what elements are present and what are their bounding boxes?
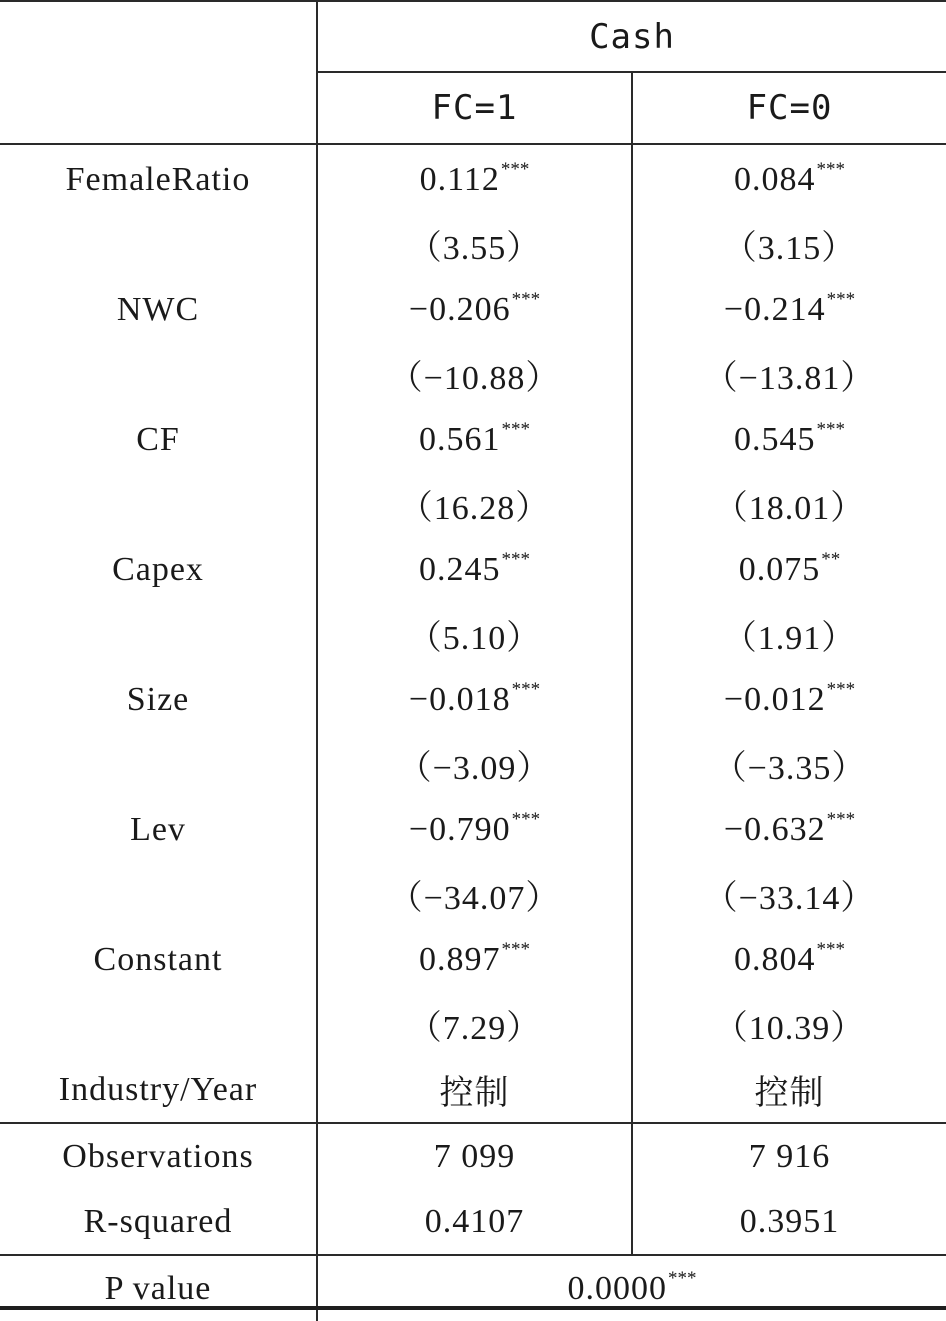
row-label: Capex: [112, 550, 204, 588]
coef-cell: 0.112***: [317, 144, 632, 212]
stat-cell: 7 099: [317, 1123, 632, 1189]
row-label: [0, 992, 317, 1057]
tstat-cell: （−13.81）: [632, 342, 946, 407]
control-cell: 控制: [632, 1057, 946, 1123]
row-label: NWC: [116, 290, 200, 328]
coef-cell: 0.245***: [317, 537, 632, 602]
stat-cell: 0.3951: [632, 1189, 946, 1255]
coef-cell: −0.018***: [317, 667, 632, 732]
column-header-fc1: FC=1: [317, 72, 632, 144]
stat-cell: 0.4107: [317, 1189, 632, 1255]
row-label: Size: [126, 680, 190, 718]
stats-row-observations: [0, 1123, 946, 1189]
header-blank-cell: [0, 1, 317, 72]
coef-cell: 0.897***: [317, 927, 632, 992]
stats-row-rsquared: [0, 1189, 946, 1255]
column-header-fc0: FC=0: [632, 72, 946, 144]
table-row: [0, 667, 946, 732]
tstat-cell: （−3.35）: [632, 732, 946, 797]
table-row: [0, 144, 946, 212]
tstat-cell: （3.15）: [632, 212, 946, 277]
coef-cell: 0.545***: [632, 407, 946, 472]
table-row: [0, 862, 946, 927]
coef-cell: 0.804***: [632, 927, 946, 992]
row-label: [0, 602, 317, 667]
header-row-dependent: [0, 1, 946, 72]
tstat-cell: （−10.88）: [317, 342, 632, 407]
table-row-controls: [0, 1057, 946, 1123]
tstat-cell: （10.39）: [632, 992, 946, 1057]
row-label: [0, 342, 317, 407]
tstat-cell: （16.28）: [317, 472, 632, 537]
tstat-cell: （−3.09）: [317, 732, 632, 797]
stat-cell: 7 916: [632, 1123, 946, 1189]
table-row: [0, 797, 946, 862]
coef-cell: −0.206***: [317, 277, 632, 342]
table-row: [0, 992, 946, 1057]
row-label: CF: [136, 420, 180, 458]
control-cell: 控制: [317, 1057, 632, 1123]
tstat-cell: （−33.14）: [632, 862, 946, 927]
table-bottom-rule: [0, 1306, 946, 1310]
coef-cell: 0.075**: [632, 537, 946, 602]
table-row: [0, 407, 946, 472]
row-label: Constant: [93, 940, 223, 978]
table-row: [0, 927, 946, 992]
dependent-variable-header: Cash: [317, 1, 946, 72]
coef-cell: −0.790***: [317, 797, 632, 862]
coef-cell: −0.012***: [632, 667, 946, 732]
row-label: [0, 862, 317, 927]
row-label: Lev: [130, 810, 186, 848]
header-row-columns: [0, 72, 946, 144]
table-row: [0, 277, 946, 342]
row-label: Observations: [62, 1137, 254, 1175]
coef-cell: 0.084***: [632, 144, 946, 212]
coef-cell: −0.632***: [632, 797, 946, 862]
row-label: Industry/Year: [0, 1057, 317, 1123]
table-row: [0, 602, 946, 667]
table-row: [0, 342, 946, 407]
header-blank-cell-2: [0, 72, 317, 144]
tstat-cell: （7.29）: [317, 992, 632, 1057]
table-row: [0, 537, 946, 602]
row-label: [0, 732, 317, 797]
tstat-cell: （5.10）: [317, 602, 632, 667]
tstat-cell: （−34.07）: [317, 862, 632, 927]
coef-cell: −0.214***: [632, 277, 946, 342]
tstat-cell: （3.55）: [317, 212, 632, 277]
pvalue-row: [0, 1255, 946, 1321]
table-row: [0, 472, 946, 537]
pvalue-cell: 0.0000***: [317, 1255, 946, 1321]
tstat-cell: （1.91）: [632, 602, 946, 667]
coef-cell: 0.561***: [317, 407, 632, 472]
row-label: [0, 472, 317, 537]
tstat-cell: （18.01）: [632, 472, 946, 537]
table-row: [0, 732, 946, 797]
row-label: P value: [104, 1269, 212, 1307]
row-label: R-squared: [0, 1189, 317, 1255]
table-row: [0, 212, 946, 277]
row-label: [0, 212, 317, 277]
row-label: FemaleRatio: [65, 160, 251, 198]
